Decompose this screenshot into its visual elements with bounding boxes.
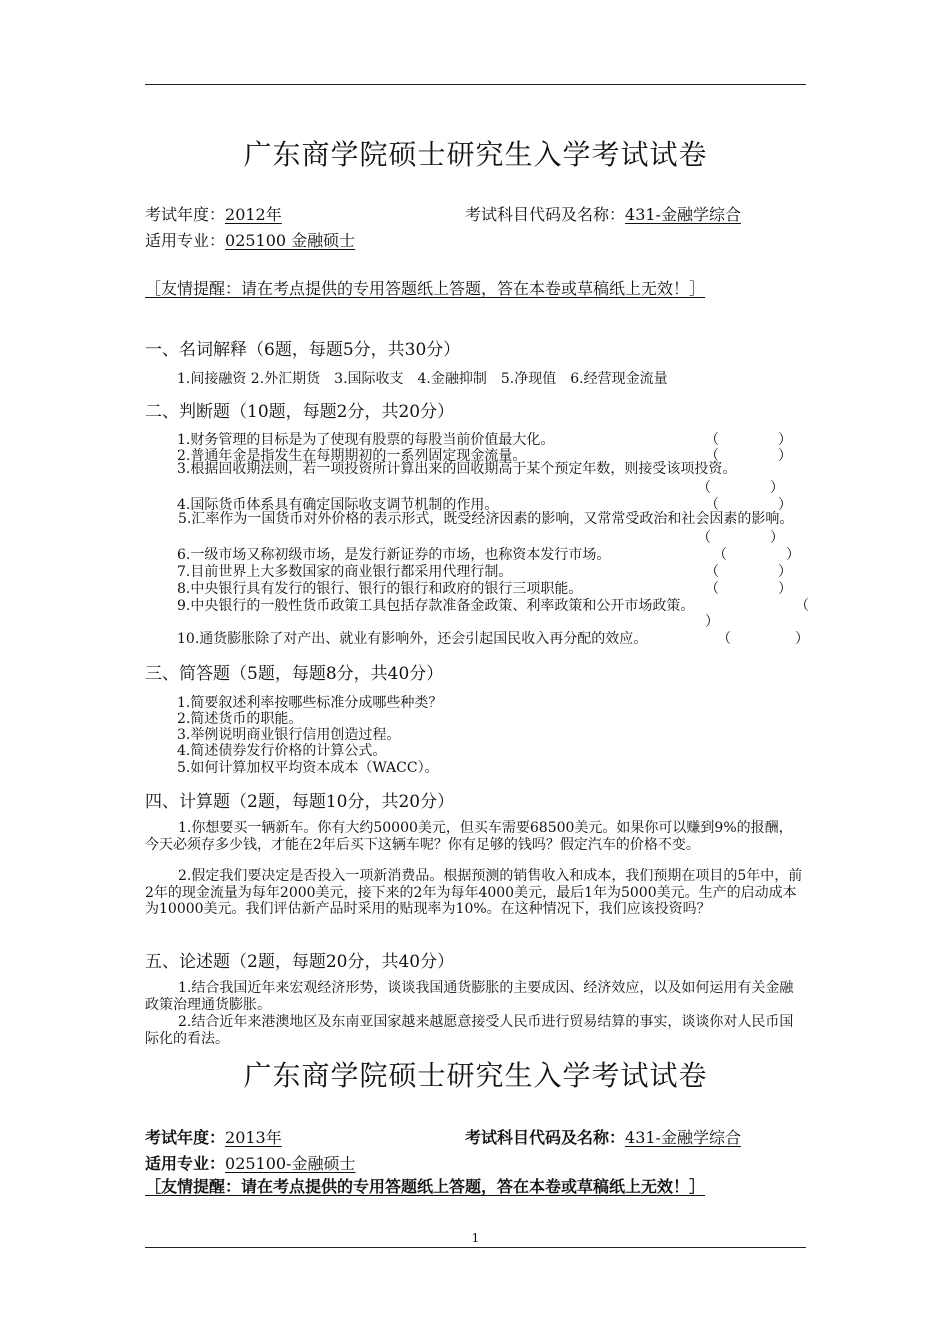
exam-subject-2013 [465, 1125, 741, 1148]
answer-paren-open: （ [705, 581, 719, 597]
exam-year-label: 考试年度： [145, 1128, 226, 1147]
tf-question: 4.国际货币体系具有确定国际收支调节机制的作用。 [177, 497, 499, 513]
answer-paren-open: （ [795, 598, 809, 614]
tf-question: 10.通货膨胀除了对产出、就业有影响外，还会引起国民收入再分配的效应。 [177, 631, 648, 647]
footer-rule [145, 1247, 806, 1248]
page-number: 1 [471, 1231, 480, 1245]
answer-paren-close: ） [778, 497, 792, 513]
exam-subject [465, 202, 741, 225]
tf-question: 5.汇率作为一国货币对外价格的表示形式，既受经济因素的影响，又常常受政治和社会因素的影响。 [178, 511, 794, 527]
answer-paren-close: ） [795, 631, 809, 647]
tf-question: 6.一级市场又称初级市场，是发行新证券的市场，也称资本发行市场。 [177, 547, 611, 563]
answer-paren-close: ） [786, 547, 800, 563]
exam-subject-value: 431-金融学综合 [625, 1128, 741, 1147]
answer-paren-open: （ [717, 631, 731, 647]
reminder-notice-2013: ［友情提醒：请在考点提供的专用答题纸上答题，答在本卷或草稿纸上无效！］ [145, 1177, 706, 1196]
section-heading-calculation: 四、计算题（2题，每题10分，共20分） [145, 792, 455, 812]
definitions-list: 1.间接融资 2.外汇期货 3.国际收支 4.金融抑制 5.净现值 6.经营现金流量 [177, 371, 668, 387]
calculation-question: 1.你想要买一辆新车。你有大约50000美元，但买车需要68500美元。如果你可以赚到9%的报酬，今天必须存多少钱，才能在2年后买下这辆车呢？你有足够的钱吗？假定汽车的价格不变。 [145, 820, 793, 853]
header-rule [145, 84, 806, 85]
answer-paren-open: （ [697, 530, 711, 546]
exam-subject-label: 考试科目代码及名称： [465, 1128, 626, 1147]
exam-year [145, 202, 282, 225]
answer-paren-close: ） [770, 480, 784, 496]
section-heading-essay: 五、论述题（2题，每题20分，共40分） [145, 952, 455, 972]
exam-subject-value: 431-金融学综合 [625, 205, 741, 224]
answer-paren-open: （ [713, 547, 727, 563]
exam-major-label: 适用专业： [145, 231, 226, 250]
short-answer-question: 3.举例说明商业银行信用创造过程。 [177, 727, 401, 743]
reminder-notice: ［友情提醒：请在考点提供的专用答题纸上答题，答在本卷或草稿纸上无效！］ [145, 279, 706, 298]
exam-major-label: 适用专业： [145, 1154, 226, 1173]
tf-question: 9.中央银行的一般性货币政策工具包括存款准备金政策、利率政策和公开市场政策。 [177, 598, 695, 614]
answer-paren-open: （ [705, 497, 719, 513]
tf-question: 7.目前世界上大多数国家的商业银行都采用代理行制。 [177, 564, 513, 580]
tf-question: 8.中央银行具有发行的银行、银行的银行和政府的银行三项职能。 [177, 581, 583, 597]
exam-major-2013 [145, 1151, 356, 1174]
essay-question: 1.结合我国近年来宏观经济形势，谈谈我国通货膨胀的主要成因、经济效应，以及如何运用有关金融政策治理通货膨胀。 [145, 980, 794, 1013]
exam-major-value: 025100-金融硕士 [225, 1154, 356, 1173]
exam-year-value: 2013年 [225, 1128, 282, 1147]
exam-year-value: 2012年 [225, 205, 282, 224]
tf-question: 2.普通年金是指发生在每期期初的一系列固定现金流量。 [177, 448, 527, 464]
answer-paren-open: （ [705, 432, 719, 448]
exam-year-label: 考试年度： [145, 205, 226, 224]
short-answer-question: 4.简述债券发行价格的计算公式。 [177, 743, 387, 759]
short-answer-question: 1.简要叙述利率按哪些标准分成哪些种类？ [177, 695, 443, 711]
essay-question: 2.结合近年来港澳地区及东南亚国家越来越愿意接受人民币进行贸易结算的事实，谈谈你对人民币国际化的看法。 [145, 1014, 794, 1047]
answer-paren-close: ） [778, 432, 792, 448]
exam-title-2013: 广东商学院硕士研究生入学考试试卷 [243, 1059, 708, 1092]
short-answer-question: 5.如何计算加权平均资本成本（WACC）。 [177, 760, 439, 776]
section-heading-true-false: 二、判断题（10题，每题2分，共20分） [145, 402, 455, 422]
tf-question: 3.根据回收期法则，若一项投资所计算出来的回收期高于某个预定年数，则接受该项投资。 [177, 461, 737, 477]
answer-paren-close: ） [778, 564, 792, 580]
exam-subject-label: 考试科目代码及名称： [465, 205, 626, 224]
section-heading-definitions: 一、名词解释（6题，每题5分，共30分） [145, 340, 461, 360]
section-heading-short-answer: 三、简答题（5题，每题8分，共40分） [145, 664, 444, 684]
answer-paren-close: ） [705, 614, 719, 630]
exam-major [145, 228, 355, 251]
calculation-question: 2.假定我们要决定是否投入一项新消费品。根据预测的销售收入和成本，我们预期在项目的5年中，前2年的现金流量为每年2000美元，接下来的2年为每年4000美元，最后1年为5000美元。生产的启动成本为10000美元。我们评估新产品时采用的贴现率为10%。在这种情况下，我们应该投资吗？ [145, 868, 803, 917]
answer-paren-open: （ [705, 448, 719, 464]
exam-year-2013 [145, 1125, 282, 1148]
tf-question: 1.财务管理的目标是为了使现有股票的每股当前价值最大化。 [177, 432, 555, 448]
answer-paren-close: ） [770, 530, 784, 546]
answer-paren-close: ） [778, 581, 792, 597]
exam-title: 广东商学院硕士研究生入学考试试卷 [243, 138, 708, 171]
answer-paren-open: （ [697, 480, 711, 496]
short-answer-question: 2.简述货币的职能。 [177, 711, 303, 727]
answer-paren-open: （ [705, 564, 719, 580]
exam-major-value: 025100 金融硕士 [225, 231, 356, 250]
answer-paren-close: ） [778, 448, 792, 464]
